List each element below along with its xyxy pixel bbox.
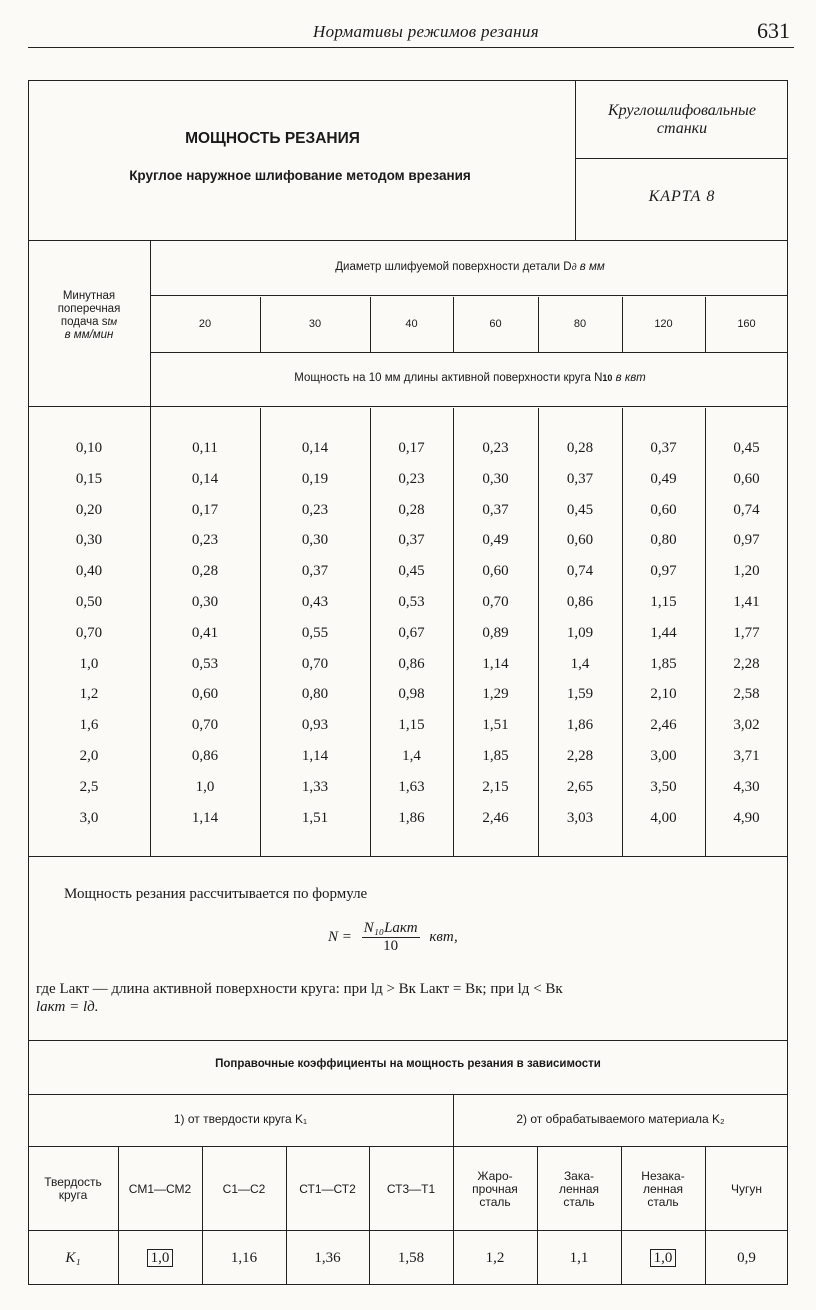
coef-header-rule	[28, 1230, 788, 1231]
feed-value: 1,6	[79, 717, 99, 734]
diameter-header: Диаметр шлифуемой поверхности детали Dд в мм	[335, 261, 605, 273]
power-value: 0,86	[191, 748, 219, 764]
coef-column-header-line: Зака-	[563, 1169, 595, 1183]
power-value: 1,51	[482, 717, 509, 734]
coef-column-header-line: прочная	[472, 1182, 518, 1196]
formula-unit: квт,	[429, 928, 458, 945]
power-value: 1,14	[191, 809, 219, 826]
coef-column-header	[202, 1183, 286, 1196]
running-head	[28, 18, 794, 46]
feed-value: 0,10	[75, 440, 103, 456]
header-bottom-rule	[28, 240, 788, 241]
power-value: 1,15	[398, 717, 425, 734]
power-value: 4,00	[650, 809, 677, 826]
feed-value: 0,15	[75, 470, 103, 487]
power-value: 1,09	[566, 624, 594, 641]
power-value: 0,97	[650, 563, 677, 580]
feed-label-line2: поперечная	[57, 303, 121, 315]
coef-row-header-line1: Твердость	[44, 1175, 102, 1189]
coef-value	[705, 1250, 788, 1267]
feed-value: 0,70	[75, 624, 103, 641]
power-value: 3,02	[733, 717, 760, 734]
formula	[328, 920, 458, 955]
power-value: 0,30	[482, 470, 509, 487]
feed-value: 1,2	[79, 686, 99, 703]
power-value: 2,15	[482, 778, 509, 795]
power-value: 1,85	[482, 748, 509, 764]
power-value: 0,60	[733, 470, 760, 487]
coef-value	[621, 1250, 705, 1267]
power-value: 0,60	[566, 532, 594, 549]
power-value: 1,86	[566, 717, 594, 734]
page-title: МОЩНОСТЬ РЕЗАНИЯ	[185, 130, 360, 147]
coef-group-material: 2) от обрабатываемого материала K₂	[516, 1112, 725, 1126]
formula-lhs: N =	[328, 928, 352, 945]
power-value: 0,74	[733, 501, 760, 518]
power-value: 0,67	[398, 624, 425, 641]
power-value: 0,11	[192, 440, 218, 456]
power-value: 0,45	[566, 501, 594, 518]
power-value: 0,30	[301, 532, 329, 549]
coef-column-header	[537, 1170, 621, 1209]
diameter-value: 160	[737, 318, 756, 330]
power-value: 0,97	[733, 532, 760, 549]
power-value: 1,44	[650, 624, 677, 641]
coef-column-header-line: ленная	[642, 1182, 684, 1196]
explanation-line2: lакт = lд.	[36, 999, 99, 1015]
coef-value-text: 1,58	[397, 1250, 425, 1266]
power-value: 0,45	[398, 563, 425, 580]
running-head-rule	[28, 47, 794, 48]
coef-column-header	[705, 1183, 788, 1196]
coef-column-header	[369, 1183, 453, 1196]
coef-row-header	[28, 1176, 118, 1202]
power-value: 0,45	[733, 440, 760, 456]
diameter-value: 80	[573, 318, 587, 330]
power-value: 2,65	[566, 778, 594, 795]
page-subtitle: Круглое наружное шлифование методом врезания	[129, 168, 471, 183]
power-value: 1,0	[195, 778, 215, 795]
formula-fraction	[362, 920, 420, 955]
power-value: 3,50	[650, 778, 677, 795]
coef-column-header-line: СТ1—СТ2	[299, 1182, 356, 1196]
power-value: 1,33	[301, 778, 329, 795]
power-value: 1,4	[402, 748, 421, 764]
coef-group-rule	[28, 1146, 788, 1147]
power-value: 1,85	[650, 655, 677, 672]
power-value: 0,60	[191, 686, 219, 703]
power-value: 0,86	[566, 594, 594, 610]
coef-column-header-line: сталь	[479, 1195, 511, 1209]
coef-column-header-line: СМ1—СМ2	[128, 1182, 192, 1196]
diameter-divider	[453, 297, 454, 352]
diameter-value: 30	[308, 318, 322, 330]
power-value: 0,53	[191, 655, 219, 672]
power-value: 0,23	[398, 470, 425, 487]
coef-column-header-line: Жаро-	[477, 1169, 513, 1183]
power-value: 0,49	[482, 532, 509, 549]
power-value: 0,23	[191, 532, 219, 549]
power-value: 1,86	[398, 809, 425, 826]
power-value: 1,51	[301, 809, 329, 826]
feed-value: 3,0	[79, 809, 99, 826]
coef-value-text: 1,16	[230, 1250, 258, 1266]
power-value: 0,98	[398, 686, 425, 703]
coef-value	[369, 1250, 453, 1267]
feed-value: 0,50	[75, 594, 103, 610]
coef-value	[202, 1250, 286, 1267]
diameter-divider	[622, 297, 623, 352]
power-value: 0,17	[191, 501, 219, 518]
coefficients-title: Поправочные коэффициенты на мощность резания в зависимости	[215, 1058, 601, 1070]
coef-column-header	[118, 1183, 202, 1196]
coef-row-label: K₁	[65, 1250, 81, 1266]
power-value: 0,80	[650, 532, 677, 549]
power-value: 0,17	[398, 440, 425, 456]
coef-row-header-line2: круга	[58, 1188, 88, 1202]
power-value: 1,20	[733, 563, 760, 580]
power-value: 1,4	[570, 655, 590, 672]
feed-value: 0,30	[75, 532, 103, 549]
power-value: 1,14	[482, 655, 509, 672]
header-card-rule	[575, 158, 788, 159]
power-value: 0,30	[191, 594, 219, 610]
power-value: 3,00	[650, 748, 677, 764]
power-value: 1,41	[733, 594, 760, 610]
feed-value: 2,0	[79, 748, 99, 764]
power-value: 0,93	[301, 717, 329, 734]
formula-intro: Мощность резания рассчитывается по формуле	[64, 886, 368, 902]
power-value: 1,59	[566, 686, 594, 703]
coef-column-header-line: сталь	[647, 1195, 679, 1209]
power-header: Мощность на 10 мм длины активной поверхности круга N10 в квт	[294, 372, 646, 384]
power-value: 0,37	[398, 532, 425, 549]
formula-numerator: N₁₀Lакт	[363, 920, 418, 936]
diameter-label-rule	[150, 295, 788, 296]
power-value: 4,90	[733, 809, 760, 826]
feed-label-line1: Минутная	[62, 290, 116, 302]
power-value: 3,03	[566, 809, 594, 826]
feed-value: 2,5	[79, 778, 99, 795]
power-value: 0,37	[566, 470, 594, 487]
coef-value-boxed: 1,0	[147, 1249, 174, 1267]
coef-value-text: 0,9	[737, 1250, 756, 1266]
power-value: 3,71	[733, 748, 760, 764]
feed-label-line4: в мм/мин	[64, 329, 114, 341]
power-value: 0,14	[301, 440, 329, 456]
power-value: 2,46	[650, 717, 677, 734]
coef-column-header	[453, 1170, 537, 1209]
coef-column-header-line: ленная	[558, 1182, 600, 1196]
power-value: 0,37	[301, 563, 329, 580]
power-value: 0,86	[398, 655, 425, 672]
power-value: 1,77	[733, 624, 760, 641]
power-value: 2,10	[650, 686, 677, 703]
power-value: 0,23	[482, 440, 509, 456]
diameter-value: 120	[654, 318, 673, 330]
power-value: 0,23	[301, 501, 329, 518]
machine-type-line1: Круглошлифовальные	[608, 102, 756, 119]
coef-value	[453, 1250, 537, 1267]
power-value: 0,70	[301, 655, 329, 672]
feed-label-line3: подача stм	[60, 316, 118, 328]
explanation-line1: где Lакт — длина активной поверхности круга: при lд > Bк Lакт = Bк; при lд < Bк	[36, 981, 563, 997]
power-value: 0,70	[191, 717, 219, 734]
power-value: 4,30	[733, 778, 760, 795]
machine-type-line2: станки	[656, 120, 708, 137]
coef-group-hardness: 1) от твердости круга K₁	[173, 1112, 308, 1126]
power-value: 0,14	[191, 470, 219, 487]
power-value: 0,19	[301, 470, 329, 487]
power-value: 2,28	[566, 748, 594, 764]
diameter-value: 20	[198, 318, 212, 330]
diameter-value: 60	[489, 318, 502, 330]
power-value: 0,55	[301, 624, 329, 641]
running-head-title: Нормативы режимов резания	[313, 22, 539, 41]
coef-value-text: 1,2	[485, 1250, 505, 1266]
coef-value	[286, 1250, 369, 1267]
table-bottom-rule	[28, 856, 788, 857]
header-divider	[575, 80, 576, 240]
coef-column-header-line: СТ3—Т1	[386, 1182, 436, 1196]
diameter-values-rule	[150, 352, 788, 353]
power-value: 0,43	[301, 594, 329, 610]
power-value: 2,28	[733, 655, 760, 672]
power-value: 0,53	[398, 594, 425, 610]
diameter-divider	[370, 297, 371, 352]
machine-type	[577, 102, 787, 138]
power-value: 0,60	[650, 501, 677, 518]
diameter-divider	[538, 297, 539, 352]
power-value: 0,60	[482, 563, 509, 580]
coef-column-header	[286, 1183, 369, 1196]
coef-column-header	[621, 1170, 705, 1209]
power-value: 0,28	[566, 440, 594, 456]
feed-value: 0,20	[75, 501, 103, 518]
power-value: 0,49	[650, 470, 677, 487]
feed-value: 1,0	[79, 655, 99, 672]
feed-value: 0,40	[75, 563, 103, 580]
diameter-divider	[705, 297, 706, 352]
power-value: 0,89	[482, 624, 509, 641]
power-value: 1,29	[482, 686, 509, 703]
coef-column-header-line: сталь	[563, 1195, 595, 1209]
power-value: 0,80	[301, 686, 329, 703]
power-value: 2,58	[733, 686, 760, 703]
diameter-divider	[260, 297, 261, 352]
power-value: 0,70	[482, 594, 509, 610]
power-value: 0,28	[191, 563, 219, 580]
power-value: 1,14	[301, 748, 329, 764]
coef-title-rule	[28, 1094, 788, 1095]
coef-value	[537, 1250, 621, 1267]
power-value: 1,15	[650, 594, 677, 610]
formula-denominator: 10	[383, 938, 399, 954]
coef-column-header-line: Чугун	[730, 1182, 762, 1196]
card-number: КАРТА 8	[648, 188, 716, 205]
power-value: 0,28	[398, 501, 425, 518]
power-value: 0,41	[191, 624, 219, 641]
power-value: 1,63	[398, 778, 425, 795]
power-value: 0,74	[566, 563, 594, 580]
coef-column-header-line: С1—С2	[222, 1182, 266, 1196]
page-number: 631	[757, 18, 790, 43]
feed-column-header	[28, 290, 150, 342]
coef-value-text: 1,36	[314, 1250, 341, 1266]
coef-value	[118, 1250, 202, 1267]
power-value: 0,37	[482, 501, 509, 518]
power-value: 0,37	[650, 440, 677, 456]
coef-column-header-line: Незака-	[641, 1169, 685, 1183]
table-header-bottom-rule	[28, 406, 788, 407]
formula-explanation	[36, 980, 782, 1016]
coef-value-boxed: 1,0	[650, 1249, 677, 1267]
power-value: 2,46	[482, 809, 509, 826]
coef-value-text: 1,1	[569, 1250, 589, 1266]
diameter-value: 40	[405, 318, 418, 330]
coef-top-rule	[28, 1040, 788, 1041]
